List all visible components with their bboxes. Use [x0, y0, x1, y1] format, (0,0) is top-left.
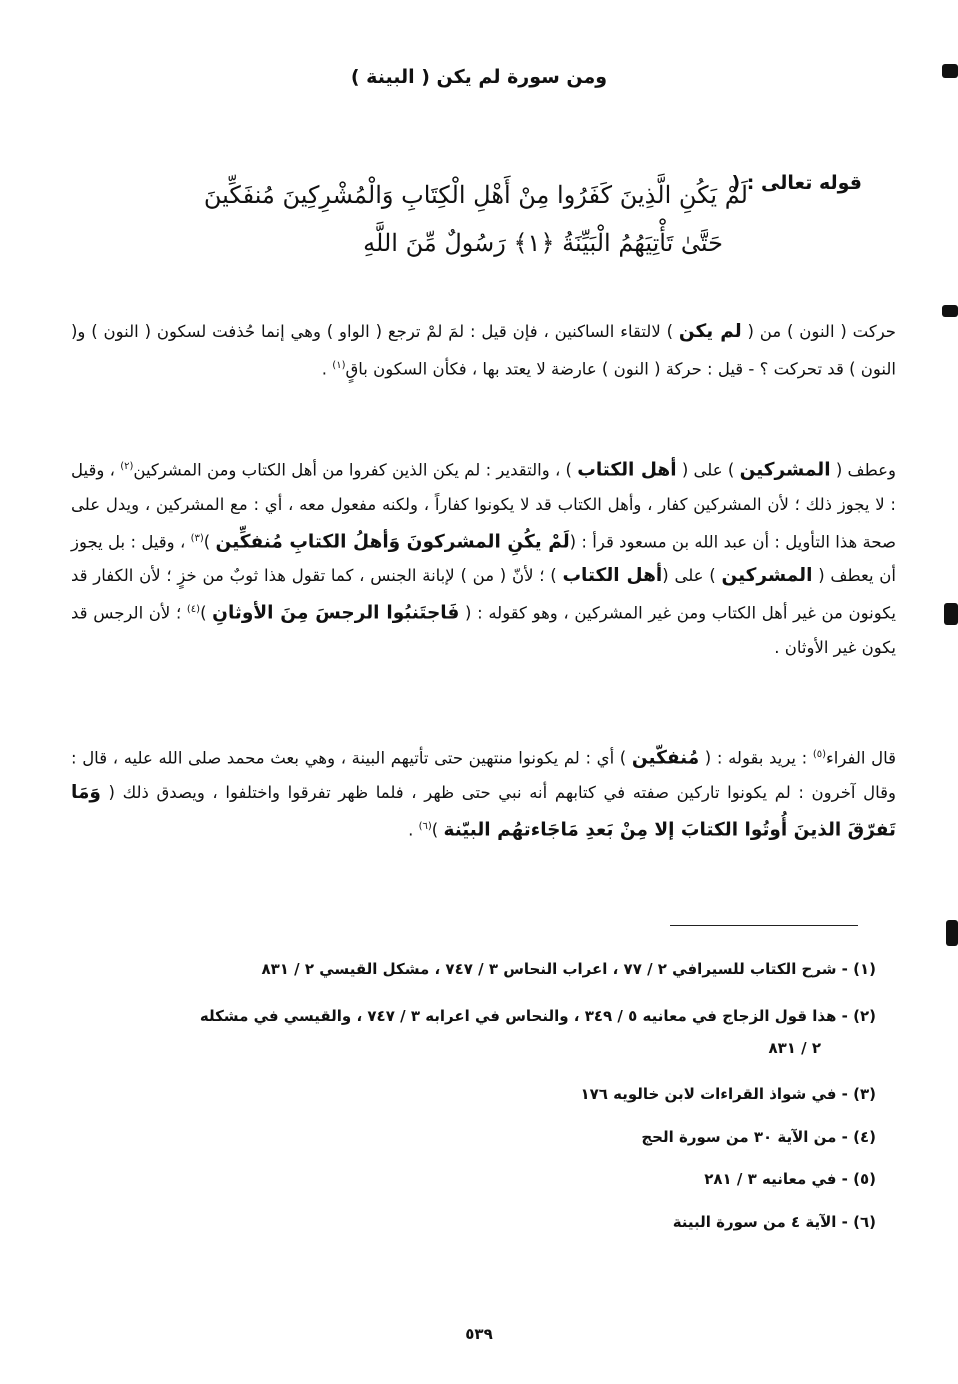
text: ) على ( [662, 566, 722, 585]
footnote-2-line-2: ٢ / ٨٣١ [768, 1039, 821, 1057]
bold-quote: لَمْ يكُنِ المشركونَ وَأهلُ الكتابِ مُنفكِّين [215, 531, 570, 552]
text: . [321, 359, 333, 379]
footnote-5: (٥) - في معانيه ٣ / ٢٨١ [704, 1170, 876, 1188]
bold-term: المشركين [721, 565, 813, 586]
footnote-ref: (٦) [418, 820, 432, 832]
bold-term: أهل الكتاب [562, 565, 663, 586]
footnote-ref: (٢) [120, 461, 134, 472]
footnote-2-line-1: (٢) - هذا قول الزجاج في معانيه ٥ / ٣٤٩ ، والنحاس في اعرابه ٣ / ٧٤٧ ، والقيسي في مشكله [199, 1007, 876, 1025]
text: ) ، والتقدير : لم يكن الذين كفروا من أهل الكتاب ومن المشركين [133, 460, 578, 480]
footnote-2 [116, 1000, 876, 1064]
text: ) على ( [676, 460, 740, 480]
text: ؛ لأن الرجس قد يكون غير الأوثان . [71, 603, 896, 657]
text: ، وقيل : لا يجوز ذلك ؛ لأن المشركين كفار ، وأهل الكتاب قد لا يكونوا كفاراً ، ولكنه مفعول معه ، أي : مع المشركين ، ويدل على صحة هذا التأويل : أن عبد الله بن مسعود قرأ : ( [71, 460, 897, 551]
text: ) [200, 603, 213, 623]
bold-term: أهل الكتاب [577, 459, 677, 481]
binding-mark [944, 603, 958, 625]
bold-term: مُنفكّين [631, 747, 700, 769]
binding-mark [942, 305, 958, 317]
text: ) [431, 820, 444, 839]
footnote-ref: (٥) [812, 749, 827, 760]
bold-term: لم يكن [678, 321, 742, 342]
quran-verse-line-1: لَمْ يَكُنِ الَّذِينَ كَفَرُوا مِنْ أَهْلِ الْكِتَابِ وَالْمُشْرِكِينَ مُنفَكِّينَ [203, 181, 748, 209]
text: قال الفراء [826, 748, 896, 768]
paragraph-2 [71, 450, 896, 665]
text: ) ؛ لأنّ ( من ) لإبانة الجنس ، كما تقول هذا ثوبٌ من خزٍ ؛ لأن الكفار قد يكونون من غير أهل الكتاب ومن غير المشركين ، وهو كقوله : ( [71, 566, 896, 623]
text: وعطف ( [830, 460, 896, 480]
footnote-6: (٦) - الآية ٤ من سورة البينة [672, 1213, 876, 1231]
footnote-divider [670, 925, 858, 926]
bold-term: المشركين [739, 459, 831, 481]
footnote-4: (٤) - من الآية ٣٠ من سورة الحج [641, 1128, 876, 1146]
quran-verse-line-2: حَتَّىٰ تَأْتِيَهُمُ الْبَيِّنَةُ ﴿١﴾ رَسُولٌ مِّنَ اللَّهِ [363, 229, 723, 257]
page-header: ومن سورة لم يكن ( البينة ) [350, 66, 608, 88]
footnote-ref: (٣) [190, 532, 204, 544]
footnote-ref: (١) [332, 360, 346, 371]
text: . [408, 820, 419, 839]
footnote-1: (١) - شرح الكتاب للسيرافي ٢ / ٧٧ ، اعراب النحاس ٣ / ٧٤٧ ، مشكل القيسي ٢ / ٨٣١ [261, 960, 876, 978]
text: ) [203, 532, 216, 551]
page-number: ٥٣٩ [465, 1325, 493, 1343]
bold-quote: وَمَا تَفرّقَ الذينَ أُوتُوا الكتابَ إلا مِنْ بَعدِ مَاجَاءتهُم البيّنة [71, 781, 896, 840]
footnote-ref: (٤) [186, 604, 201, 615]
verse-intro: قوله تعالى : ( [731, 172, 862, 194]
binding-mark [946, 920, 958, 946]
text: حركت ( النون ) من ( [741, 322, 896, 341]
paragraph-3 [71, 738, 896, 847]
text: ) أي : لم يكونوا منتهين حتى تأتيهم البينة ، وهي بعث محمد صلى الله عليه ، قال : وقال آخرون : لم يكونوا تاركين صفته في كتابهم أنه نبي حتى ظهر ، فلما ظهر تفرقوا واختلفوا ، ويصدق ذلك ( [71, 748, 896, 802]
paragraph-1 [71, 315, 896, 387]
bold-quote: فَاجتَنبُوا الرجسَ مِنَ الأوثانِ [212, 602, 460, 624]
footnote-3: (٣) - في شواذ القراءات لابن خالويه ١٧٦ [580, 1085, 876, 1103]
text: ) لالتقاء الساكنين ، فإن قيل : لمَ لمْ ترجع ( الواو ) وهي إنما حُذفت لسكون ( النون ) و( النون ) قد تحركت ؟ - قيل : حركة ( النون ) عارضة لا يعتد بها ، فكأن السكون باقٍ [71, 322, 896, 379]
text: ، وقيل : بل يجوز أن يعطف ( [71, 532, 897, 585]
text: : يريد بقوله : ( [699, 748, 813, 768]
